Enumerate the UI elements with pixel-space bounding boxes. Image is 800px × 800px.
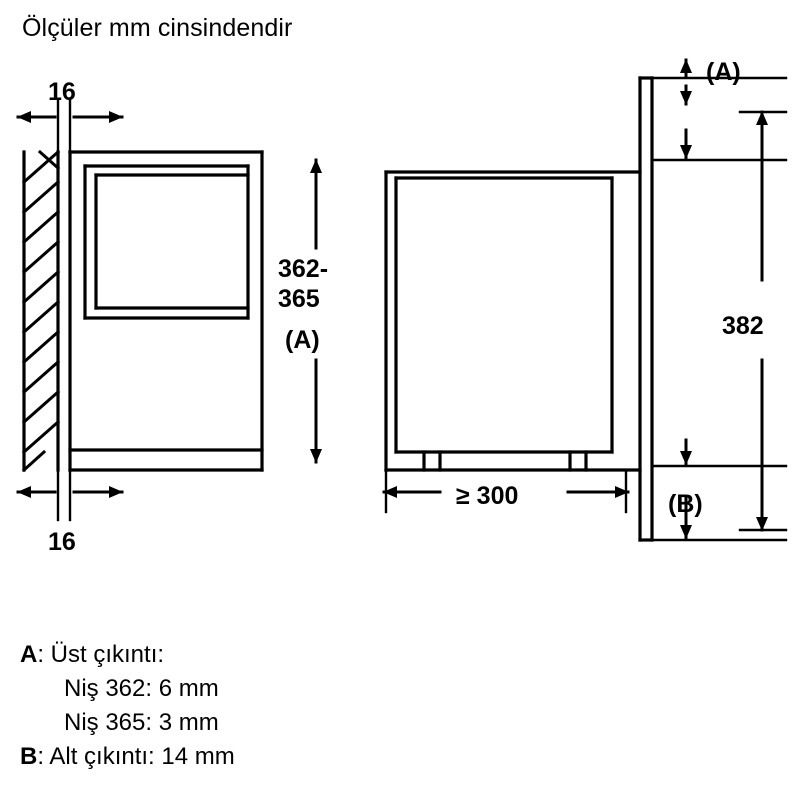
legend-text-niche-362: Niş 362: 6 mm [64,675,219,702]
dim-label-wall-gap-top: 16 [48,78,76,106]
legend-key-a: A [20,641,38,668]
dim-label-niche-height-note: (A) [285,326,320,354]
dim-label-niche-height-1: 362- [278,255,329,283]
legend-row-niche-365 [20,706,235,740]
legend-row-b [20,740,235,774]
dim-label-wall-gap-bottom: 16 [48,528,76,556]
page-title: Ölçüler mm cinsindendir [22,14,293,42]
dim-label-niche-height-2: 365 [278,285,320,313]
legend-key-b: B [20,743,38,770]
legend-text-niche-365: Niş 365: 3 mm [64,709,219,736]
dim-label-depth: ≥ 300 [456,482,519,510]
dim-label-total-height: 382 [722,312,764,340]
legend [20,638,235,774]
legend-text-a: : Üst çıkıntı: [37,641,165,668]
dim-label-bottom-overhang: (B) [668,490,703,518]
dim-label-top-overhang: (A) [706,58,741,86]
legend-row-niche-362 [20,672,235,706]
legend-row-a [20,638,235,672]
legend-text-b: : Alt çıkıntı: 14 mm [37,743,235,770]
